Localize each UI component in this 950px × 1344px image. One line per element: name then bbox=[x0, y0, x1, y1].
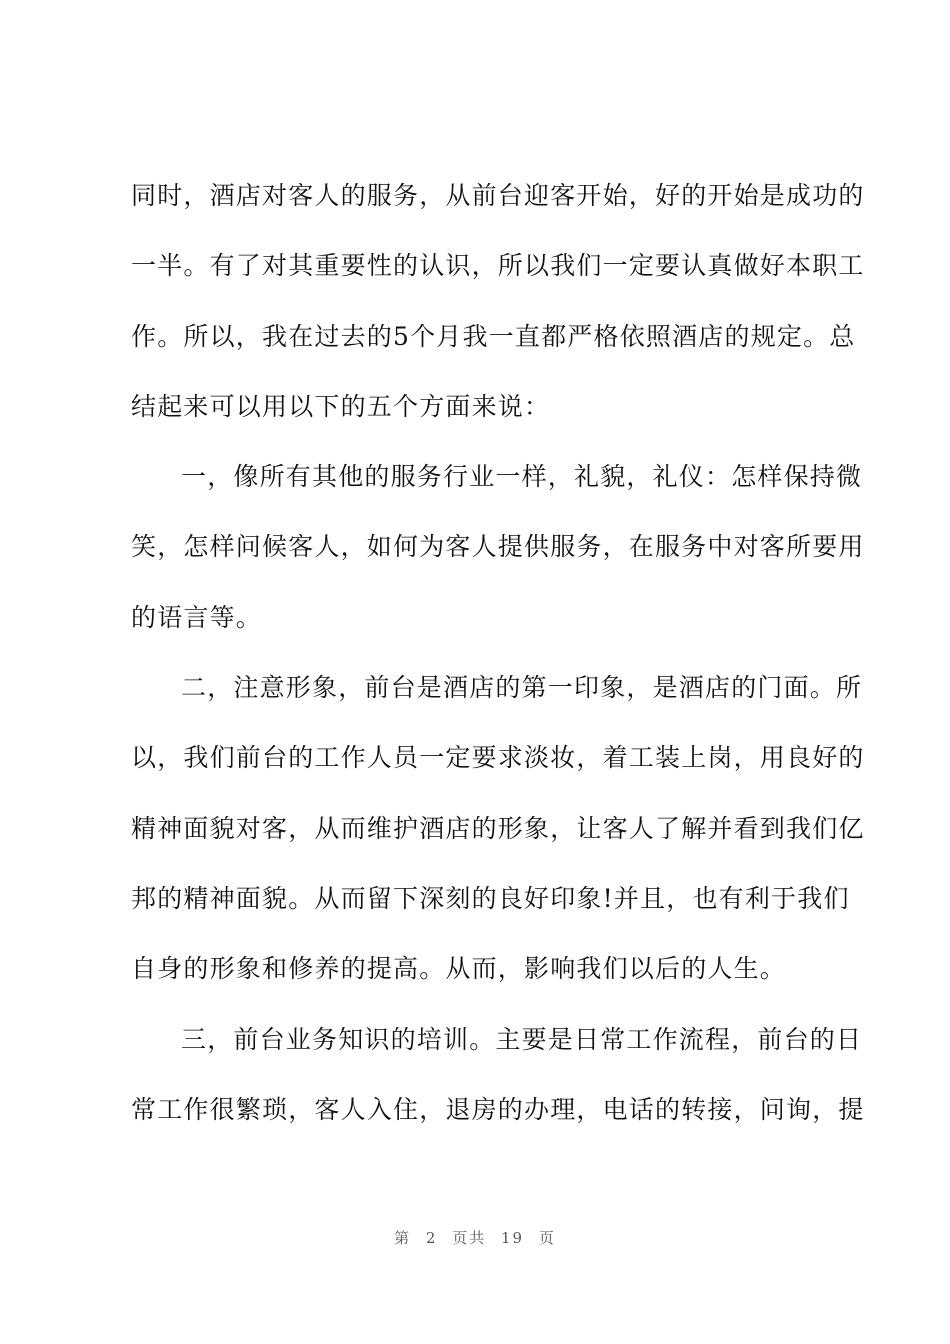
paragraph-start-line: 三，前台业务知识的培训。主要是日常工作流程，前台的日 bbox=[181, 1024, 863, 1054]
text-line: 一半。有了对其重要性的认识，所以我们一定要认真做好本职工 bbox=[131, 251, 865, 281]
text-line: 作。所以，我在过去的5个月我一直都严格依照酒店的规定。总 bbox=[131, 321, 856, 351]
text-line: 的语言等。 bbox=[131, 602, 263, 632]
text-line: 同时，酒店对客人的服务，从前台迎客开始，好的开始是成功的 bbox=[131, 181, 865, 210]
text-line: 常工作很繁琐，客人入住，退房的办理，电话的转接，问询，提 bbox=[131, 1094, 865, 1124]
paragraph-start-line: 二，注意形象，前台是酒店的第一印象，是酒店的门面。所 bbox=[181, 673, 863, 703]
text-line: 结起来可以用以下的五个方面来说： bbox=[131, 391, 551, 421]
document-body bbox=[131, 161, 865, 1145]
text-line: 以，我们前台的工作人员一定要求淡妆，着工装上岗，用良好的 bbox=[131, 743, 865, 773]
text-line: 笑，怎样问候客人，如何为客人提供服务，在服务中对客所要用 bbox=[131, 532, 865, 562]
text-line: 邦的精神面貌。从而留下深刻的良好印象!并且，也有利于我们 bbox=[131, 883, 850, 913]
page-number-footer: 第 2 页共 19 页 bbox=[394, 1229, 556, 1247]
paragraph-start-line: 一，像所有其他的服务行业一样，礼貌，礼仪：怎样保持微 bbox=[181, 462, 863, 492]
text-line: 自身的形象和修养的提高。从而，影响我们以后的人生。 bbox=[131, 954, 787, 984]
text-line: 精神面貌对客，从而维护酒店的形象，让客人了解并看到我们亿 bbox=[131, 813, 865, 843]
